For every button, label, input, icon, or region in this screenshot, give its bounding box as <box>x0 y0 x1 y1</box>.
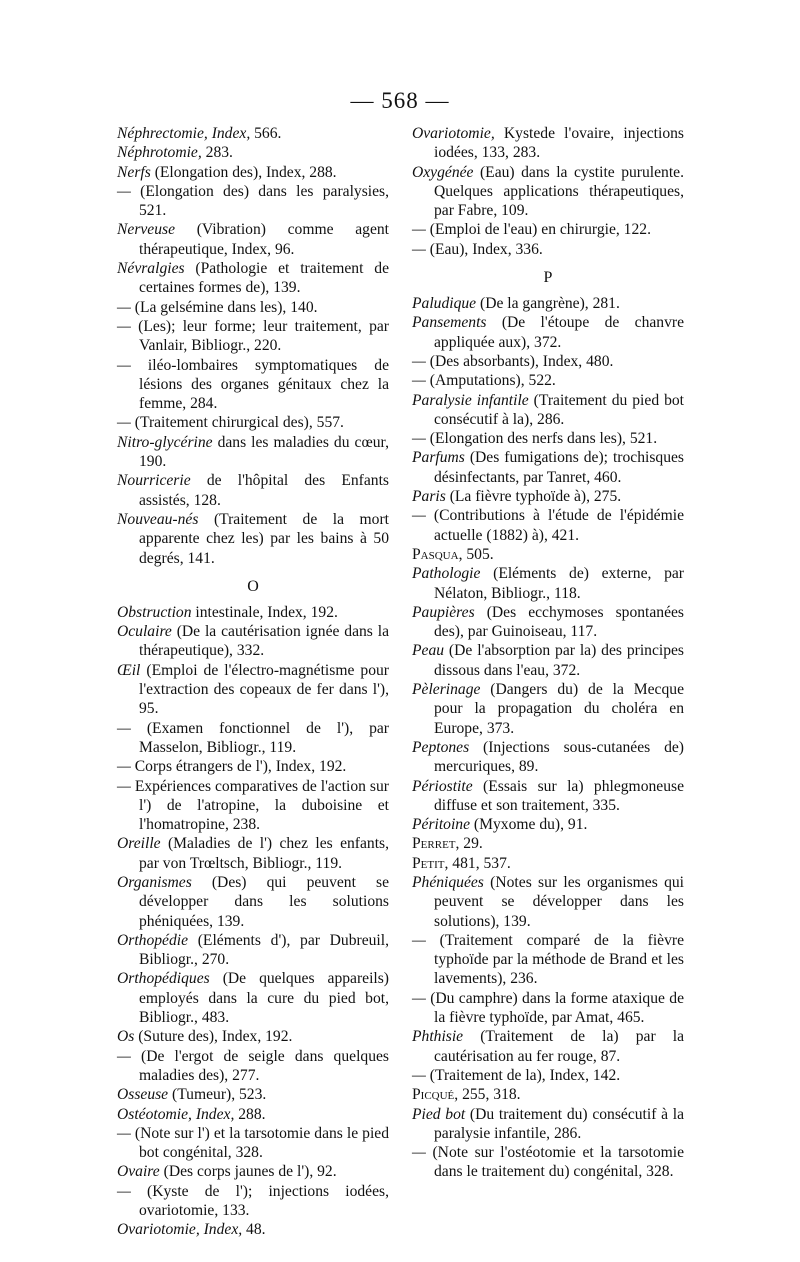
entry-term: Oreille <box>117 835 161 853</box>
entry-term: Paralysie infantile <box>412 391 529 409</box>
entry-term: Oculaire <box>117 623 172 641</box>
entry-term: Peau <box>412 642 445 660</box>
entry-term: Picqué, <box>412 1086 459 1104</box>
index-entry <box>412 603 684 642</box>
entry-term: Oxygénée <box>412 163 474 181</box>
index-entry <box>117 298 389 317</box>
entry-reference: (Eau) dans la cystite purulente. Quelques applications thérapeutiques, par Fabre, 109. <box>434 163 684 220</box>
index-entry <box>117 1162 389 1181</box>
entry-reference: 288. <box>234 1105 266 1123</box>
index-entry <box>412 873 684 931</box>
entry-reference: (De quelques appareils) employés dans la cure du pied bot, Bibliogr., 483. <box>139 970 389 1027</box>
index-entry <box>412 240 684 259</box>
entry-term: Péritoine <box>412 816 471 834</box>
entry-reference: (Amputations), 522. <box>425 372 556 390</box>
entry-term: — <box>117 356 131 374</box>
entry-term: Périostite <box>412 777 473 795</box>
index-entry <box>117 661 389 719</box>
entry-reference: (Injections sous-cutanées de) mercuriques, 89. <box>434 738 684 776</box>
entry-reference: dans les maladies du cœur, 190. <box>139 433 389 471</box>
entry-reference: intestinale, Index, 192. <box>191 603 338 621</box>
index-entry <box>412 680 684 738</box>
index-entry <box>412 777 684 816</box>
entry-reference: (Traitement de la) par la cautérisation au fer rouge, 87. <box>434 1028 684 1065</box>
index-entry <box>412 854 684 873</box>
index-entry <box>117 834 389 873</box>
entry-term: Névralgies <box>117 260 185 278</box>
index-entry <box>412 564 684 603</box>
index-entry <box>117 969 389 1027</box>
entry-reference: (Tumeur), 523. <box>168 1086 267 1104</box>
entry-term: Néphrotomie, <box>117 144 202 162</box>
entry-term: Phéniquées <box>412 873 484 891</box>
entry-term: Organismes <box>117 873 192 891</box>
entry-term: Orthopédiques <box>117 970 210 988</box>
entry-term: Nourricerie <box>117 472 191 490</box>
index-entry <box>117 220 389 259</box>
entry-reference: (Essais sur la) phlegmoneuse diffuse et son traitement, 335. <box>434 777 684 814</box>
left-column <box>117 124 389 1240</box>
entry-term: — <box>412 989 426 1007</box>
index-entry <box>117 719 389 758</box>
entry-term: Pied bot <box>412 1105 466 1123</box>
index-entry <box>117 1027 389 1046</box>
entry-reference: (Traitement de la mort apparente chez les) par les bains à 50 degrés, 141. <box>139 510 389 567</box>
entry-reference: (Elongation des), Index, 288. <box>150 163 337 181</box>
index-entry <box>117 259 389 298</box>
entry-term: Ovariotomie, Index, <box>117 1221 243 1239</box>
index-entry <box>117 182 389 221</box>
index-entry <box>412 1066 684 1085</box>
index-entry <box>412 487 684 506</box>
entry-reference: (De la gangrène), 281. <box>476 295 620 313</box>
entry-term: Osseuse <box>117 1086 169 1104</box>
index-entry <box>117 413 389 432</box>
entry-term: Paupières <box>412 603 475 621</box>
entry-reference: (Des) qui peuvent se développer dans les solutions phéniquées, 139. <box>139 873 389 930</box>
entry-reference: iléo-lombaires symptomatiques de lésions des organes génitaux chez la femme, 284. <box>130 356 389 413</box>
index-entry <box>117 931 389 970</box>
entry-reference: (Les); leur forme; leur traitement, par Vanlair, Bibliogr., 220. <box>130 317 389 355</box>
index-entry <box>117 124 389 143</box>
entry-term: — <box>117 777 131 795</box>
entry-reference: (Kyste de l'); injections iodées, ovariotomie, 133. <box>130 1182 389 1220</box>
entry-reference: (Dangers du) de la Mecque pour la propagation du choléra en Europe, 373. <box>434 681 684 737</box>
entry-term: Perret, <box>412 835 460 853</box>
index-entry <box>117 1220 389 1239</box>
entry-term: Ovariotomie, <box>412 125 495 142</box>
entry-reference: (Des ecchymoses spontanées des), par Guinoiseau, 117. <box>434 603 684 641</box>
entry-reference: (Elongation des) dans les paralysies, 521. <box>130 182 389 220</box>
entry-term: — <box>117 1047 131 1065</box>
entry-term: — <box>117 317 131 335</box>
entry-reference: (Des corps jaunes de l'), 92. <box>159 1163 337 1181</box>
entry-term: — <box>412 372 426 390</box>
entry-reference: 29. <box>459 835 483 853</box>
index-entry <box>117 433 389 472</box>
entry-term: Os <box>117 1028 135 1046</box>
entry-reference: (Eléments de) externe, par Nélaton, Bibliogr., 118. <box>434 565 684 602</box>
index-entry <box>412 448 684 487</box>
entry-reference: (Eau), Index, 336. <box>425 240 543 258</box>
index-entry <box>117 143 389 162</box>
entry-reference: (La fièvre typhoïde à), 275. <box>445 488 622 506</box>
entry-term: — <box>117 719 131 737</box>
index-entry <box>117 757 389 776</box>
entry-reference: de l'hôpital des Enfants assistés, 128. <box>139 472 389 509</box>
index-entry <box>117 1182 389 1221</box>
index-entry <box>117 1105 389 1124</box>
entry-reference: (La gelsémine dans les), 140. <box>130 298 318 316</box>
entry-term: — <box>412 352 426 370</box>
entry-term: — <box>412 240 426 258</box>
index-entry <box>117 317 389 356</box>
index-entry <box>412 1143 684 1182</box>
index-entry <box>117 1124 389 1163</box>
entry-term: — <box>412 430 426 448</box>
entry-reference: (De la cautérisation ignée dans la thérapeutique), 332. <box>139 623 389 660</box>
entry-reference: (De l'étoupe de chanvre appliquée aux), 372. <box>434 314 684 351</box>
index-entry <box>117 1047 389 1086</box>
index-entry <box>117 777 389 835</box>
page-number: — 568 — <box>350 88 450 113</box>
entry-term: Nitro-glycérine <box>117 433 213 451</box>
entry-term: Petit, <box>412 854 449 872</box>
entry-term: Néphrectomie, Index, <box>117 125 251 142</box>
entry-term: Nerveuse <box>117 221 176 239</box>
entry-term: — <box>412 931 426 949</box>
index-entry <box>412 989 684 1028</box>
entry-reference: 48. <box>242 1221 266 1239</box>
index-entry <box>117 356 389 414</box>
entry-reference: 283. <box>201 144 233 162</box>
index-entry <box>412 163 684 221</box>
entry-reference: (Traitement du pied bot consécutif à la), 286. <box>434 391 685 428</box>
index-entry <box>117 622 389 661</box>
entry-term: — <box>412 1144 426 1162</box>
entry-term: — <box>117 1124 131 1142</box>
index-entry <box>412 313 684 352</box>
entry-reference: (De l'ergot de seigle dans quelques maladies des), 277. <box>130 1047 389 1084</box>
index-entry <box>412 815 684 834</box>
entry-term: — <box>117 182 131 200</box>
entry-term: Parfums <box>412 449 465 467</box>
index-entry <box>117 1085 389 1104</box>
index-entry <box>412 506 684 545</box>
entry-term: — <box>117 414 131 432</box>
index-entry <box>412 1105 684 1144</box>
entry-reference: (Traitement chirurgical des), 557. <box>130 414 344 432</box>
entry-reference: 505. <box>462 545 494 563</box>
index-entry <box>412 429 684 448</box>
index-entry <box>412 641 684 680</box>
entry-term: Phthisie <box>412 1028 464 1046</box>
entry-reference: (Maladies de l') chez les enfants, par von Trœltsch, Bibliogr., 119. <box>139 835 389 872</box>
entry-reference: Corps étrangers de l'), Index, 192. <box>130 758 347 776</box>
index-entry <box>412 1027 684 1066</box>
section-letter: O <box>247 577 259 595</box>
index-entry <box>412 545 684 564</box>
entry-reference: (Traitement comparé de la fièvre typhoïde par la méthode de Brand et les lavements), 236. <box>425 931 684 988</box>
entry-reference: (Du camphre) dans la forme ataxique de la fièvre typhoïde, par Amat, 465. <box>425 989 684 1027</box>
section-letter: P <box>543 269 553 287</box>
index-entry <box>412 371 684 390</box>
index-entry <box>117 510 389 568</box>
index-entry <box>412 931 684 989</box>
entry-term: Ovaire <box>117 1163 160 1181</box>
index-entry <box>412 391 684 430</box>
entry-reference: (Du traitement du) consécutif à la paralysie infantile, 286. <box>434 1105 684 1142</box>
entry-term: Paris <box>412 488 446 506</box>
entry-term: — <box>117 298 131 316</box>
entry-reference: (Pathologie et traitement de certaines formes de), 139. <box>139 260 389 297</box>
entry-reference: (Note sur l'ostéotomie et la tarsotomie dans le traitement du) congénital, 328. <box>425 1144 684 1181</box>
entry-term: Obstruction <box>117 603 192 621</box>
right-column <box>412 124 684 1182</box>
entry-term: Nerfs <box>117 163 151 181</box>
entry-reference: (Examen fonctionnel de l'), par Masselon, Bibliogr., 119. <box>130 719 389 756</box>
entry-term: — <box>117 758 131 776</box>
entry-reference: (De l'absorption par la) des principes dissous dans l'eau, 372. <box>434 642 684 679</box>
entry-term: — <box>412 507 426 525</box>
entry-reference: (Elongation des nerfs dans les), 521. <box>425 430 658 448</box>
entry-reference: (Des absorbants), Index, 480. <box>425 352 614 370</box>
index-entry <box>412 738 684 777</box>
entry-reference: (Vibration) comme agent thérapeutique, Index, 96. <box>139 221 389 258</box>
entry-term: Pathologie <box>412 565 481 583</box>
index-entry <box>412 834 684 853</box>
index-entry <box>412 352 684 371</box>
entry-reference: (Myxome du), 91. <box>470 816 588 834</box>
entry-reference: (Des fumigations de); trochisques désinfectants, par Tanret, 460. <box>434 449 684 486</box>
entry-term: Peptones <box>412 738 470 756</box>
entry-reference: (Emploi de l'électro-magnétisme pour l'extraction des copeaux de fer dans l'), 95. <box>139 661 389 718</box>
entry-term: Ostéotomie, Index, <box>117 1105 235 1123</box>
entry-reference: (Eléments d'), par Dubreuil, Bibliogr., 270. <box>139 931 389 969</box>
index-entry <box>412 124 684 163</box>
entry-term: Pansements <box>412 314 487 332</box>
index-entry <box>117 603 389 622</box>
entry-reference: (Suture des), Index, 192. <box>134 1028 293 1046</box>
entry-reference: (Note sur l') et la tarsotomie dans le pied bot congénital, 328. <box>130 1124 389 1162</box>
index-entry <box>412 294 684 313</box>
entry-term: — <box>412 221 426 239</box>
index-entry <box>117 873 389 931</box>
entry-reference: Kystede l'ovaire, injections iodées, 133, 283. <box>434 125 684 162</box>
entry-reference: Expériences comparatives de l'action sur l') de l'atropine, la duboisine et l'homatropine, 238. <box>130 777 389 834</box>
entry-reference: 566. <box>250 125 282 142</box>
entry-reference: (Emploi de l'eau) en chirurgie, 122. <box>425 221 651 239</box>
index-entry <box>412 220 684 239</box>
entry-term: Pèlerinage <box>412 681 481 699</box>
index-entry <box>117 471 389 510</box>
entry-reference: (Contributions à l'étude de l'épidémie actuelle (1882) à), 421. <box>425 507 684 544</box>
entry-term: Paludique <box>412 295 477 313</box>
entry-term: — <box>412 1066 426 1084</box>
index-entry <box>412 1085 684 1104</box>
index-entry <box>117 163 389 182</box>
entry-term: Orthopédie <box>117 931 189 949</box>
entry-reference: (Traitement de la), Index, 142. <box>425 1066 621 1084</box>
entry-reference: (Notes sur les organismes qui peuvent se développer dans les solutions), 139. <box>434 873 684 930</box>
entry-term: Pasqua, <box>412 545 463 563</box>
entry-reference: 255, 318. <box>458 1086 521 1104</box>
entry-term: Œil <box>117 661 141 679</box>
entry-reference: 481, 537. <box>448 854 511 872</box>
entry-term: — <box>117 1182 131 1200</box>
entry-term: Nouveau-nés <box>117 510 199 528</box>
